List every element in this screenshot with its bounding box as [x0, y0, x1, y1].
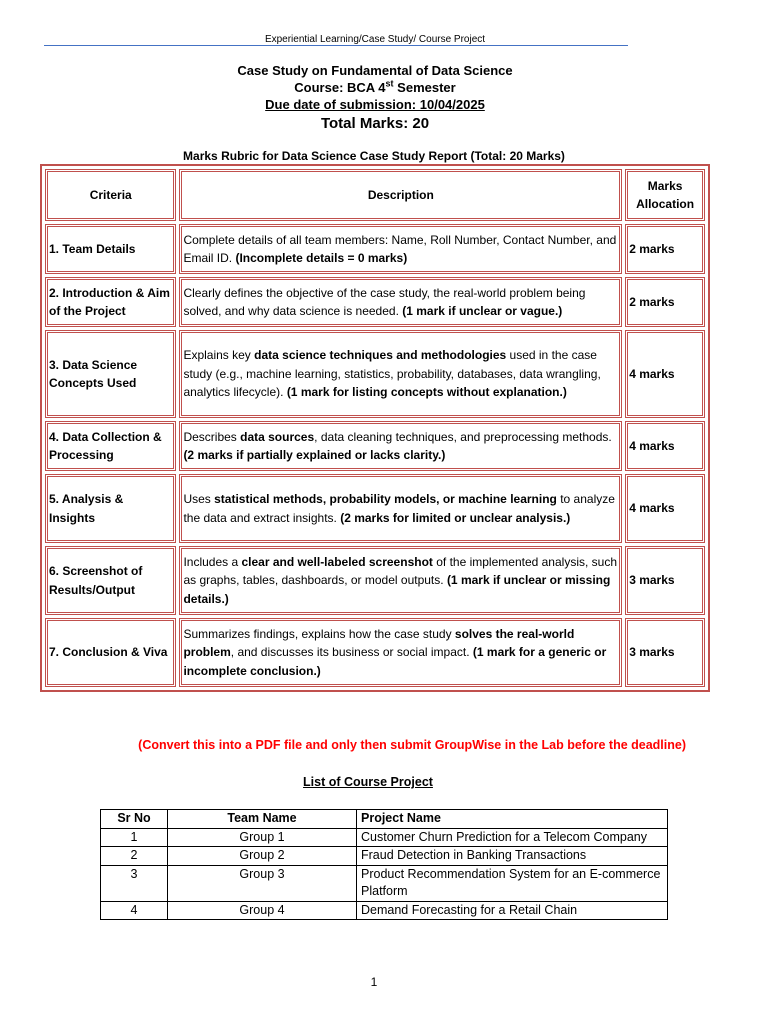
- rubric-description: [179, 421, 622, 471]
- sr-no: 3: [101, 865, 168, 901]
- criteria-header: Criteria: [45, 169, 176, 221]
- desc-bold: data sources: [240, 429, 315, 444]
- rubric-criteria: 2. Introduction & Aim of the Project: [45, 277, 176, 327]
- project-name: Customer Churn Prediction for a Telecom Company: [357, 828, 668, 847]
- project-row: [101, 828, 668, 847]
- rubric-marks: 4 marks: [625, 474, 705, 543]
- desc-text: Explains key: [183, 348, 255, 363]
- desc-text: , and discusses its business or social impact.: [230, 645, 473, 660]
- rubric-row: [45, 474, 705, 543]
- rubric-row: [45, 277, 705, 327]
- marks-header: Marks Allocation: [625, 169, 705, 221]
- desc-text: Summarizes findings, explains how the case study: [183, 626, 455, 641]
- desc-text: to analyze the data and extract insights.: [183, 492, 615, 525]
- project-row: [101, 865, 668, 901]
- team-name-header: Team Name: [168, 810, 357, 829]
- rubric-marks: 2 marks: [625, 224, 705, 274]
- desc-bold: (2 marks for limited or unclear analysis.): [340, 510, 571, 525]
- rubric-marks: 4 marks: [625, 330, 705, 418]
- desc-text: Includes a: [183, 554, 242, 569]
- project-name: Fraud Detection in Banking Transactions: [357, 847, 668, 866]
- project-table: [100, 809, 668, 920]
- desc-text: Clearly defines the objective of the case study, the real-world problem being solved, and why data science is needed.: [183, 285, 586, 318]
- team-name: Group 1: [168, 828, 357, 847]
- desc-bold: solves the real-world problem: [183, 626, 575, 660]
- submission-note: (Convert this into a PDF file and only then submit GroupWise in the Lab before the deadline): [138, 738, 686, 752]
- rubric-row: [45, 224, 705, 274]
- desc-text: of the implemented analysis, such as graphs, tables, dashboards, or model outputs.: [183, 554, 618, 588]
- desc-bold: (1 mark for a generic or incomplete conclusion.): [183, 645, 607, 678]
- rubric-criteria: 5. Analysis & Insights: [45, 474, 176, 543]
- desc-bold: (2 marks if partially explained or lacks clarity.): [183, 448, 446, 462]
- desc-text: used in the case study (e.g., machine learning, statistics, probability, databases, data wrangling, analytics lifecycle).: [183, 348, 601, 400]
- rubric-description: [179, 330, 622, 418]
- page-number: 1: [370, 975, 378, 989]
- sr-no: 2: [101, 847, 168, 866]
- desc-bold: (1 mark if unclear or vague.): [402, 304, 563, 318]
- course-suffix: Semester: [393, 80, 456, 95]
- desc-text: , data cleaning techniques, and preprocessing methods.: [314, 429, 612, 444]
- total-marks: Total Marks: 20: [320, 115, 430, 132]
- rubric-criteria: 4. Data Collection & Processing: [45, 421, 176, 471]
- rubric-row: [45, 330, 705, 418]
- rubric-criteria: 6. Screenshot of Results/Output: [45, 546, 176, 615]
- rubric-description: [179, 546, 622, 615]
- rubric-heading: Marks Rubric for Data Science Case Study Report (Total: 20 Marks): [183, 149, 565, 163]
- rubric-row: [45, 618, 705, 687]
- desc-text: Complete details of all team members: Name, Roll Number, Contact Number, and Email ID.: [183, 232, 617, 265]
- desc-bold: (1 mark for listing concepts without explanation.): [286, 385, 567, 400]
- sr-no: 1: [101, 828, 168, 847]
- rubric-description: [179, 224, 622, 274]
- rubric-criteria: 7. Conclusion & Viva: [45, 618, 176, 687]
- description-header: Description: [179, 169, 622, 221]
- due-date: Due date of submission: 10/04/2025: [265, 97, 485, 112]
- team-name: Group 2: [168, 847, 357, 866]
- project-name-header: Project Name: [357, 810, 668, 829]
- desc-bold: clear and well-labeled screenshot: [241, 554, 433, 569]
- project-name: Demand Forecasting for a Retail Chain: [357, 901, 668, 920]
- rubric-row: [45, 421, 705, 471]
- rubric-marks: 3 marks: [625, 618, 705, 687]
- desc-text: Describes: [183, 429, 241, 444]
- course-superscript: st: [385, 78, 394, 89]
- project-row: [101, 847, 668, 866]
- rubric-marks: 4 marks: [625, 421, 705, 471]
- sr-no-header: Sr No: [101, 810, 168, 829]
- rubric-row: [45, 546, 705, 615]
- project-name: Product Recommendation System for an E-commerce Platform: [357, 865, 668, 901]
- rubric-description: [179, 618, 622, 687]
- project-list-title: List of Course Project: [303, 775, 433, 789]
- sr-no: 4: [101, 901, 168, 920]
- course-line: [0, 79, 750, 96]
- desc-bold: (Incomplete details = 0 marks): [235, 251, 408, 265]
- project-row: [101, 901, 668, 920]
- desc-bold: data science techniques and methodologies: [254, 348, 507, 363]
- rubric-table: [40, 164, 710, 692]
- rubric-marks: 2 marks: [625, 277, 705, 327]
- project-header-row: [101, 810, 668, 829]
- document-titles: [0, 62, 750, 135]
- course-prefix: Course: BCA 4: [294, 80, 386, 95]
- page-header: Experiential Learning/Case Study/ Course Project: [264, 34, 486, 45]
- rubric-description: [179, 474, 622, 543]
- rubric-description: [179, 277, 622, 327]
- desc-text: Uses: [183, 492, 215, 506]
- rubric-marks: 3 marks: [625, 546, 705, 615]
- desc-bold: (1 mark if unclear or missing details.): [183, 573, 611, 606]
- rubric-criteria: 3. Data Science Concepts Used: [45, 330, 176, 418]
- rubric-header-row: [45, 169, 705, 221]
- desc-bold: statistical methods, probability models, or machine learning: [214, 492, 557, 506]
- team-name: Group 4: [168, 901, 357, 920]
- rubric-criteria: 1. Team Details: [45, 224, 176, 274]
- header-divider: [44, 45, 628, 46]
- case-study-title: Case Study on Fundamental of Data Science: [237, 63, 513, 78]
- team-name: Group 3: [168, 865, 357, 901]
